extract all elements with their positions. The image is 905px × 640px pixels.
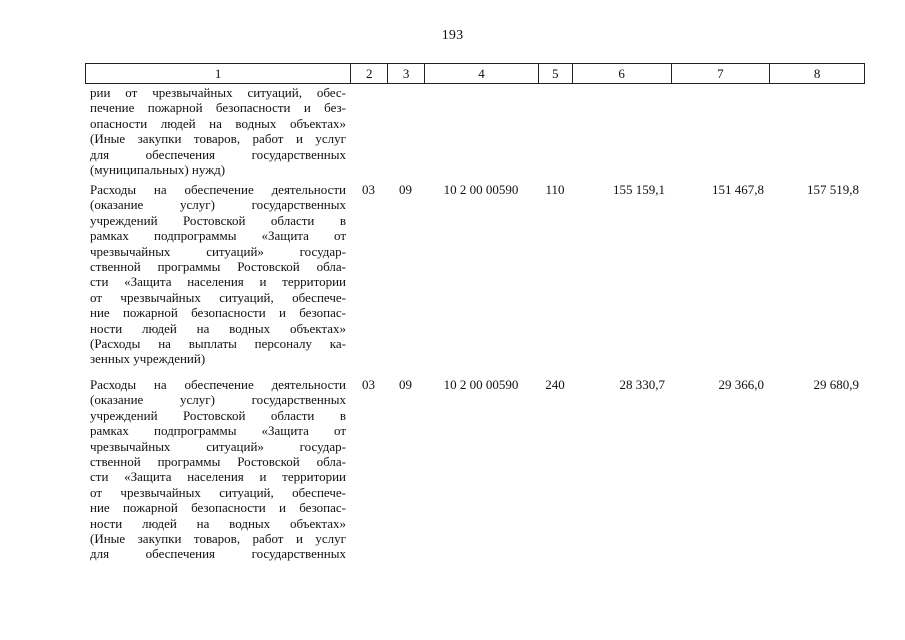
header-col-4: 4: [424, 64, 538, 83]
description-line: (оказание услуг) государственных: [90, 392, 346, 408]
cell-vr: 240: [545, 377, 565, 392]
description-line: рии от чрезвычайных ситуаций, обес-: [90, 85, 346, 100]
description-line: от чрезвычайных ситуаций, обеспече-: [90, 484, 346, 500]
cell-vr: [538, 85, 572, 177]
description-line: ние пожарной безопасности и безопас-: [90, 500, 346, 516]
description-line: ности людей на водных объектах»: [90, 515, 346, 531]
cell-csr: 10 2 00 00590: [443, 377, 519, 392]
cell-pr: 09: [399, 377, 412, 392]
description-line: Расходы на обеспечение деятельности: [90, 377, 346, 392]
cell-amount-6: 28 330,7: [619, 377, 665, 392]
description-line: от чрезвычайных ситуаций, обеспече-: [90, 289, 346, 305]
header-col-8: 8: [769, 64, 864, 83]
description-line: сти «Защита населения и территории: [90, 469, 346, 485]
header-col-1: 1: [214, 65, 222, 81]
description-line: учреждений Ростовской области в: [90, 212, 346, 228]
description-line: Расходы на обеспечение деятельности: [90, 182, 346, 197]
header-col-5: 5: [538, 64, 572, 83]
cell-rz: 03: [362, 377, 375, 392]
description-line: (Расходы на выплаты персоналу ка-: [90, 336, 346, 352]
description-line: чрезвычайных ситуаций» государ-: [90, 243, 346, 259]
description-line: рамках подпрограммы «Защита от: [90, 228, 346, 244]
table-row: [85, 182, 865, 367]
cell-amount-7: 29 366,0: [718, 377, 764, 392]
cell-amount-8: [770, 85, 865, 177]
cell-amount-6: [572, 85, 671, 177]
description-line: чрезвычайных ситуаций» государ-: [90, 438, 346, 454]
description-line: учреждений Ростовской области в: [90, 407, 346, 423]
description-line: (муниципальных) нужд): [90, 162, 226, 178]
cell-csr: [424, 85, 538, 177]
header-col-3: 3: [387, 64, 424, 83]
description-line: ственной программы Ростовской обла-: [90, 454, 346, 470]
cell-amount-7: 151 467,8: [712, 182, 764, 197]
table-row: [85, 377, 865, 562]
header-col-2: 2: [350, 64, 387, 83]
description-line: ственной программы Ростовской обла-: [90, 259, 346, 275]
description-line: зенных учреждений): [90, 351, 206, 367]
row-description: [85, 85, 350, 177]
cell-amount-8: 29 680,9: [813, 377, 859, 392]
cell-amount-8: 157 519,8: [807, 182, 859, 197]
description-line: (оказание услуг) государственных: [90, 197, 346, 213]
description-line: ности людей на водных объектах»: [90, 320, 346, 336]
cell-amount-6: 155 159,1: [613, 182, 665, 197]
row-description: [85, 377, 350, 562]
page-number: 193: [441, 28, 464, 43]
description-line: рамках подпрограммы «Защита от: [90, 423, 346, 439]
description-line: (Иные закупки товаров, работ и услуг: [90, 131, 346, 147]
cell-rz: [350, 85, 387, 177]
description-line: (Иные закупки товаров, работ и услуг: [90, 531, 346, 547]
cell-csr: 10 2 00 00590: [443, 182, 519, 197]
cell-pr: [387, 85, 424, 177]
description-line: печение пожарной безопасности и без-: [90, 100, 346, 116]
description-line: сти «Защита населения и территории: [90, 274, 346, 290]
header-col-6: 6: [572, 64, 671, 83]
description-line: ние пожарной безопасности и безопас-: [90, 305, 346, 321]
description-line: для обеспечения государственных: [90, 146, 346, 162]
cell-pr: 09: [399, 182, 412, 197]
row-description: [85, 182, 350, 367]
cell-amount-7: [671, 85, 770, 177]
table-row: [85, 85, 865, 177]
cell-rz: 03: [362, 182, 375, 197]
description-line: для обеспечения государственных: [90, 546, 346, 562]
cell-vr: 110: [545, 182, 565, 197]
description-line: опасности людей на водных объектах»: [90, 115, 346, 131]
table-header-row: [85, 63, 865, 84]
header-col-7: 7: [671, 64, 770, 83]
